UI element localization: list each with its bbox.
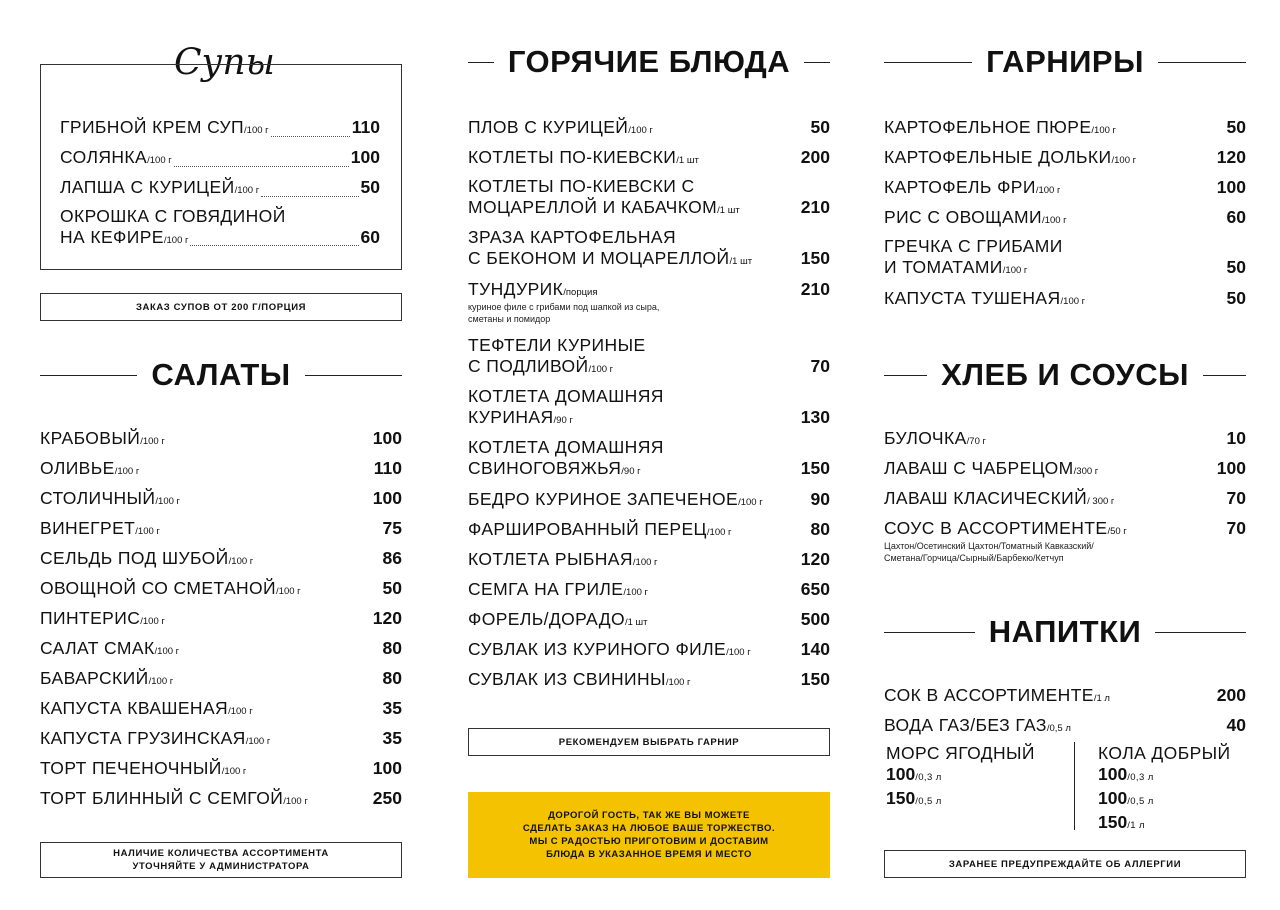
price: 50 (360, 177, 380, 197)
price: 210 (800, 197, 830, 217)
price: 80 (382, 638, 402, 658)
bread-title: ХЛЕБ И СОУСЫ (941, 357, 1189, 392)
price: 130 (800, 407, 830, 427)
menu-item: СУВЛАК ИЗ СВИНИНЫ/100 г 150 (468, 669, 830, 689)
item-description: Цахтон/Осетинский Цахтон/Томатный Кавказский/ Сметана/Горчица/Сырный/Барбекю/Кетчуп (884, 541, 1094, 563)
menu-item: СОЛЯНКА/100 г 100 (60, 147, 380, 167)
soups-title: Супы (174, 41, 275, 83)
menu-item: КАРТОФЕЛЬНОЕ ПЮРЕ/100 г 50 (884, 117, 1246, 137)
price: 100 (350, 147, 380, 167)
price: 86 (382, 548, 402, 568)
price: 100 (1216, 177, 1246, 197)
price: 70 (810, 356, 830, 376)
menu-item: ЛАПША С КУРИЦЕЙ/100 г 50 (60, 177, 380, 197)
price: 140 (800, 639, 830, 659)
price: 100 (372, 428, 402, 448)
hot-title: ГОРЯЧИЕ БЛЮДА (507, 44, 791, 79)
price: 50 (1226, 257, 1246, 277)
price: 500 (800, 609, 830, 629)
price: 120 (1216, 147, 1246, 167)
menu-item: КОТЛЕТЫ ПО-КИЕВСКИ С МОЦАРЕЛЛОЙ И КАБАЧКОМ /1 шт 210 (468, 176, 830, 217)
price: 80 (382, 668, 402, 688)
menu-item: СУВЛАК ИЗ КУРИНОГО ФИЛЕ/100 г 140 (468, 639, 830, 659)
price: 120 (372, 608, 402, 628)
menu-item: КАРТОФЕЛЬ ФРИ/100 г 100 (884, 177, 1246, 197)
menu-item: БАВАРСКИЙ/100 г 80 (40, 668, 402, 688)
price: 100 (1098, 788, 1128, 808)
price: 150 (1098, 812, 1128, 832)
price: 110 (373, 458, 402, 478)
price: 40 (1226, 715, 1246, 735)
price: 60 (360, 227, 380, 247)
menu-item: ФАРШИРОВАННЫЙ ПЕРЕЦ/100 г 80 (468, 519, 830, 539)
soups-note: ЗАКАЗ СУПОВ ОТ 200 Г/ПОРЦИЯ (40, 293, 402, 321)
bread-header (884, 355, 1246, 395)
price: 70 (1226, 488, 1246, 508)
menu-item: ПЛОВ С КУРИЦЕЙ/100 г 50 (468, 117, 830, 137)
price: 10 (1226, 428, 1246, 448)
menu-item: БУЛОЧКА/70 г 10 (884, 428, 1246, 448)
price: 35 (382, 728, 402, 748)
price: 70 (1226, 518, 1246, 538)
price: 90 (810, 489, 830, 509)
mors-block: МОРС ЯГОДНЫЙ 100/0,3 л 150/0,5 л (886, 743, 1035, 808)
hot-header (468, 42, 830, 82)
menu-item: ОКРОШКА С ГОВЯДИНОЙ НА КЕФИРЕ /100 г 60 (60, 206, 380, 247)
price: 650 (800, 579, 830, 599)
menu-item: КОТЛЕТА РЫБНАЯ/100 г 120 (468, 549, 830, 569)
menu-item: ТОРТ БЛИННЫЙ С СЕМГОЙ/100 г 250 (40, 788, 402, 808)
menu-item: ПИНТЕРИС/100 г 120 (40, 608, 402, 628)
menu-item: ВОДА ГАЗ/БЕЗ ГАЗ/0,5 л 40 (884, 715, 1246, 735)
menu-item: СОК В АССОРТИМЕНТЕ/1 л 200 (884, 685, 1246, 705)
divider (1074, 742, 1075, 830)
price: 50 (1226, 117, 1246, 137)
cola-block: КОЛА ДОБРЫЙ 100/0,3 л 100/0,5 л 150/1 л (1098, 743, 1231, 832)
menu-item: СЕМГА НА ГРИЛЕ/100 г 650 (468, 579, 830, 599)
price: 60 (1226, 207, 1246, 227)
menu-item: КАПУСТА КВАШЕНАЯ/100 г 35 (40, 698, 402, 718)
menu-item: РИС С ОВОЩАМИ/100 г 60 (884, 207, 1246, 227)
price: 100 (372, 758, 402, 778)
sides-title: ГАРНИРЫ (986, 44, 1144, 79)
menu-item: КАПУСТА ТУШЕНАЯ/100 г 50 (884, 288, 1246, 308)
menu-item: СОУС В АССОРТИМЕНТЕ/50 г 70 (884, 518, 1246, 538)
price: 35 (382, 698, 402, 718)
menu-item: ГРЕЧКА С ГРИБАМИ И ТОМАТАМИ /100 г 50 (884, 236, 1246, 277)
price: 200 (800, 147, 830, 167)
drinks-title: НАПИТКИ (988, 614, 1142, 649)
price: 50 (382, 578, 402, 598)
price: 110 (351, 117, 380, 137)
price: 100 (1098, 764, 1128, 784)
item-description: куриное филе с грибами под шапкой из сыра, сметаны и помидор (468, 302, 660, 324)
price: 50 (1226, 288, 1246, 308)
promo-banner: ДОРОГОЙ ГОСТЬ, ТАК ЖЕ ВЫ МОЖЕТЕ СДЕЛАТЬ ЗАКАЗ НА ЛЮБОЕ ВАШЕ ТОРЖЕСТВО. МЫ С РАДОСТЬЮ ПРИГОТОВИМ И ДОСТАВИМ БЛЮДА В УКАЗАННОЕ ВРЕМЯ И МЕСТО (468, 792, 830, 878)
menu-item: КРАБОВЫЙ/100 г 100 (40, 428, 402, 448)
menu-item: СТОЛИЧНЫЙ/100 г 100 (40, 488, 402, 508)
hot-note: РЕКОМЕНДУЕМ ВЫБРАТЬ ГАРНИР (468, 728, 830, 756)
menu-item: БЕДРО КУРИНОЕ ЗАПЕЧЕНОЕ/100 г 90 (468, 489, 830, 509)
sides-header (884, 42, 1246, 82)
menu-item: СЕЛЬДЬ ПОД ШУБОЙ/100 г 86 (40, 548, 402, 568)
menu-item: ТУНДУРИК/порция 210 (468, 279, 830, 299)
allergy-note: ЗАРАНЕЕ ПРЕДУПРЕЖДАЙТЕ ОБ АЛЛЕРГИИ (884, 850, 1246, 878)
menu-item: ЛАВАШ С ЧАБРЕЦОМ/300 г 100 (884, 458, 1246, 478)
price: 150 (886, 788, 916, 808)
price: 120 (800, 549, 830, 569)
menu-item: КАРТОФЕЛЬНЫЕ ДОЛЬКИ/100 г 120 (884, 147, 1246, 167)
menu-item: ЗРАЗА КАРТОФЕЛЬНАЯ С БЕКОНОМ И МОЦАРЕЛЛОЙ /1 шт 150 (468, 227, 830, 268)
salads-header (40, 355, 402, 395)
price: 80 (810, 519, 830, 539)
menu-item: ОВОЩНОЙ СО СМЕТАНОЙ/100 г 50 (40, 578, 402, 598)
drinks-header (884, 612, 1246, 652)
menu-item: ФОРЕЛЬ/ДОРАДО/1 шт 500 (468, 609, 830, 629)
price: 210 (800, 279, 830, 299)
price: 150 (800, 458, 830, 478)
menu-item: КОТЛЕТА ДОМАШНЯЯ КУРИНАЯ /90 г 130 (468, 386, 830, 427)
menu-item: ТОРТ ПЕЧЕНОЧНЫЙ/100 г 100 (40, 758, 402, 778)
price: 100 (372, 488, 402, 508)
menu-item: ОЛИВЬЕ/100 г 110 (40, 458, 402, 478)
price: 100 (886, 764, 916, 784)
menu-item: ГРИБНОЙ КРЕМ СУП/100 г 110 (60, 117, 380, 137)
menu-item: ВИНЕГРЕТ/100 г 75 (40, 518, 402, 538)
menu-item: КАПУСТА ГРУЗИНСКАЯ/100 г 35 (40, 728, 402, 748)
price: 150 (800, 248, 830, 268)
price: 150 (800, 669, 830, 689)
menu-item: ЛАВАШ КЛАСИЧЕСКИЙ/ 300 г 70 (884, 488, 1246, 508)
price: 50 (810, 117, 830, 137)
salads-note: НАЛИЧИЕ КОЛИЧЕСТВА АССОРТИМЕНТА УТОЧНЯЙТЕ У АДМИНИСТРАТОРА (40, 842, 402, 878)
price: 200 (1216, 685, 1246, 705)
price: 75 (382, 518, 402, 538)
menu-item: ТЕФТЕЛИ КУРИНЫЕ С ПОДЛИВОЙ /100 г 70 (468, 335, 830, 376)
menu-item: КОТЛЕТЫ ПО-КИЕВСКИ/1 шт 200 (468, 147, 830, 167)
price: 100 (1216, 458, 1246, 478)
salads-title: САЛАТЫ (151, 357, 291, 392)
menu-item: САЛАТ СМАК/100 г 80 (40, 638, 402, 658)
price: 250 (372, 788, 402, 808)
menu-item: КОТЛЕТА ДОМАШНЯЯ СВИНОГОВЯЖЬЯ /90 г 150 (468, 437, 830, 478)
